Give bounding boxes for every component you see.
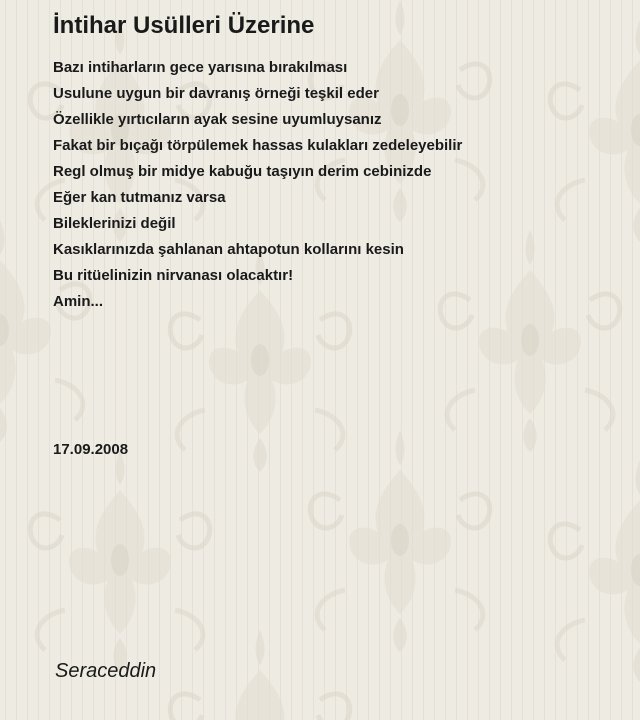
poem-line: Bu ritüelinizin nirvanası olacaktır! <box>53 267 294 284</box>
poem-line: Bazı intiharların gece yarısına bırakılması <box>53 59 348 76</box>
poem-line: Regl olmuş bir midye kabuğu taşıyın derim cebinizde <box>53 163 432 180</box>
poem-body <box>53 55 462 315</box>
poem-line: Fakat bir bıçağı törpülemek hassas kulakları zedeleyebilir <box>53 137 463 154</box>
poem-line: Özellikle yırtıcıların ayak sesine uyumluysanız <box>53 111 382 128</box>
poem-line: Amin... <box>53 293 104 310</box>
poem-line: Usulune uygun bir davranış örneği teşkil eder <box>53 85 379 102</box>
poem-title: İntihar Usülleri Üzerine <box>53 12 315 39</box>
poem-author: Seraceddin <box>55 660 157 682</box>
poem-date: 17.09.2008 <box>53 441 129 458</box>
poem-line: Eğer kan tutmanız varsa <box>53 189 226 206</box>
poem-line: Kasıklarınızda şahlanan ahtapotun kollarını kesin <box>53 241 404 258</box>
poem-line: Bileklerinizi değil <box>53 215 176 232</box>
